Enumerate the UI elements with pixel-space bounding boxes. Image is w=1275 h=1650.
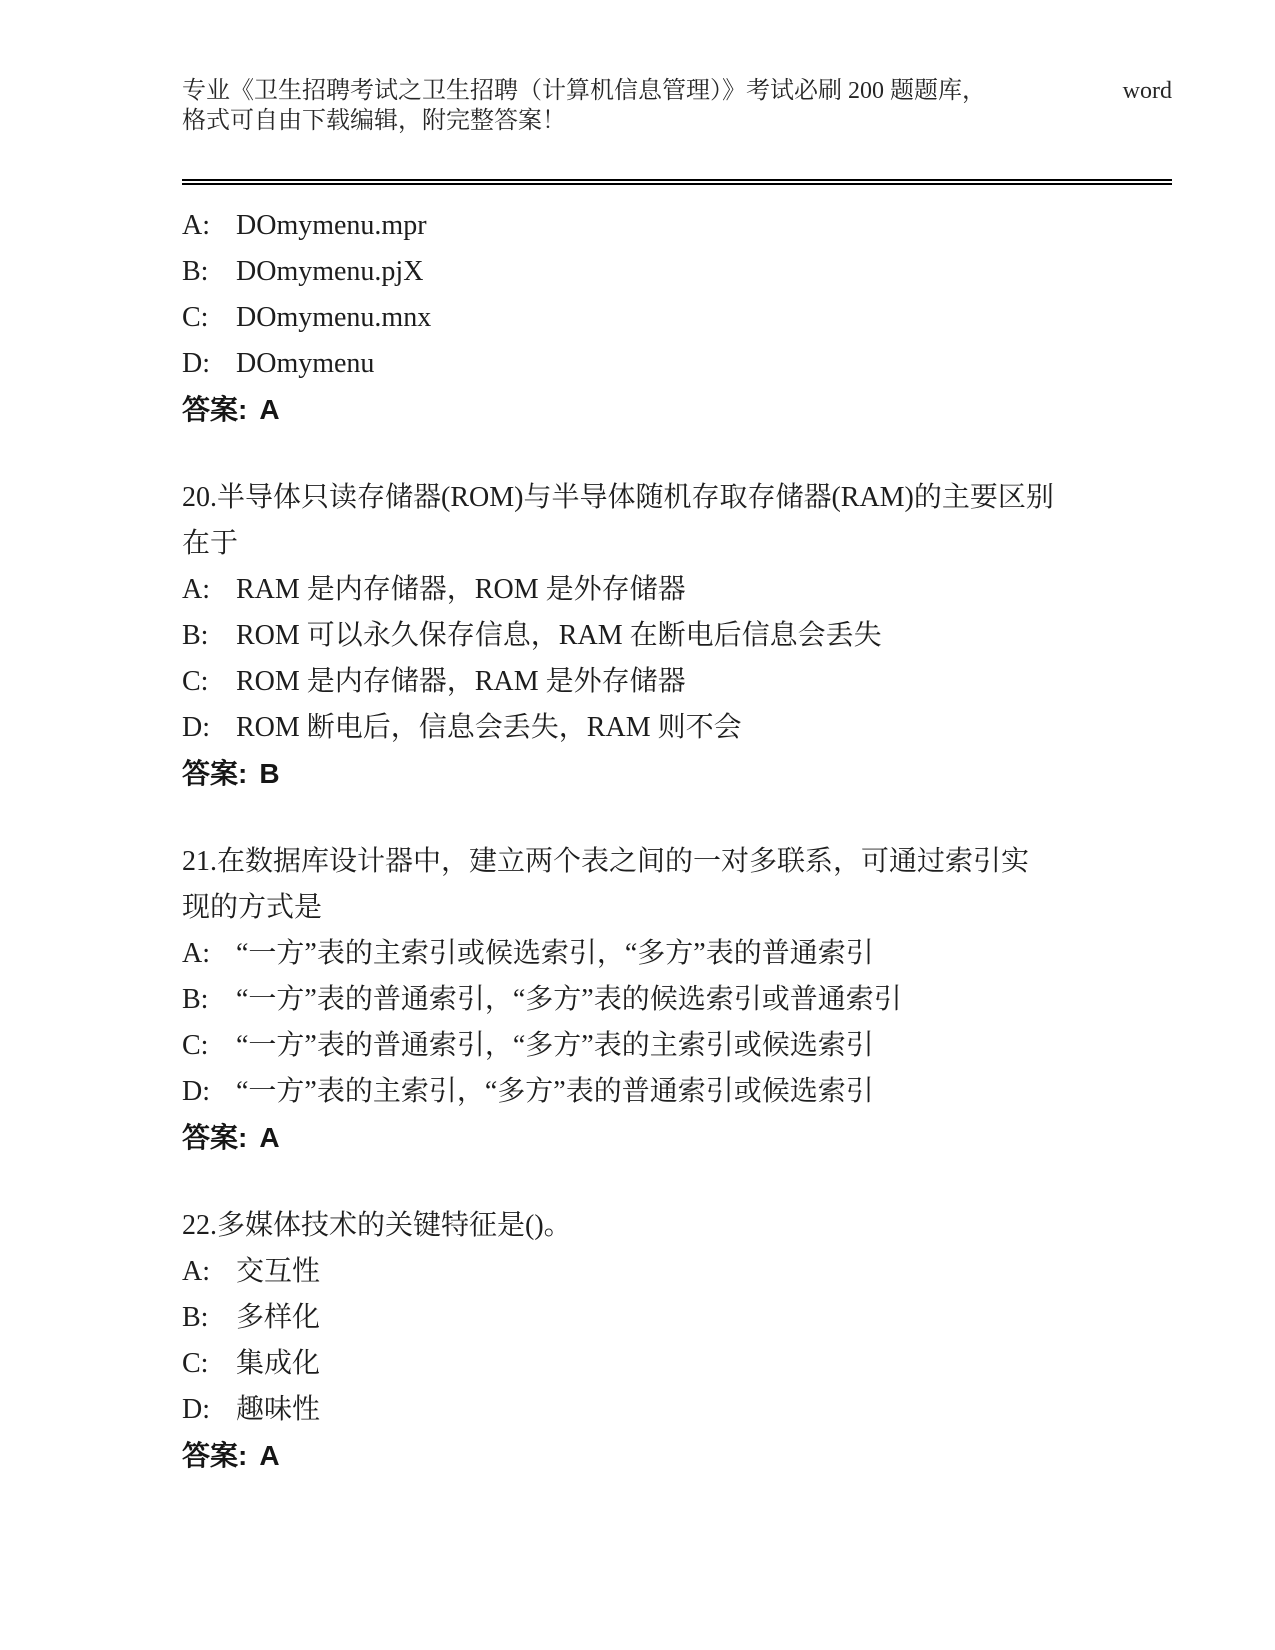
option-text: “一方”表的普通索引，“多方”表的主索引或候选索引 (236, 1030, 874, 1061)
header-title-line-2: 格式可自由下载编辑，附完整答案！ (182, 108, 566, 134)
option-line-b (182, 249, 1172, 295)
document-body (182, 203, 1172, 1479)
option-label: A: (182, 1256, 210, 1287)
option-line-c (182, 659, 1172, 705)
option-line-c (182, 1023, 1172, 1069)
page-content (182, 0, 1172, 1479)
option-text: “一方”表的主索引，“多方”表的普通索引或候选索引 (236, 1076, 874, 1107)
option-line-a (182, 203, 1172, 249)
option-label: C: (182, 302, 209, 333)
option-line-c (182, 1341, 1172, 1387)
option-text: DOmymenu (236, 348, 375, 379)
option-line-b (182, 1295, 1172, 1341)
option-label: A: (182, 938, 210, 969)
option-text: 交互性 (236, 1256, 321, 1287)
answer-label: 答案: (182, 1122, 248, 1153)
question-block-21 (182, 839, 1172, 1161)
option-label: C: (182, 666, 209, 697)
question-block-20 (182, 475, 1172, 797)
option-line-a (182, 567, 1172, 613)
option-label: C: (182, 1348, 209, 1379)
question-stem-line: 20.半导体只读存储器(ROM)与半导体随机存取存储器(RAM)的主要区别 (182, 482, 1054, 513)
option-text: ROM 是内存储器，RAM 是外存储器 (236, 666, 686, 697)
option-line-b (182, 977, 1172, 1023)
option-text: ROM 可以永久保存信息，RAM 在断电后信息会丢失 (236, 620, 882, 651)
question-stem-line: 现的方式是 (182, 892, 323, 923)
answer-value: B (259, 758, 280, 789)
option-text: RAM 是内存储器，ROM 是外存储器 (236, 574, 686, 605)
option-line-a (182, 1249, 1172, 1295)
option-text: “一方”表的普通索引，“多方”表的候选索引或普通索引 (236, 984, 902, 1015)
option-label: A: (182, 574, 210, 605)
answer-line (182, 1433, 1172, 1479)
question-block-22 (182, 1203, 1172, 1479)
option-text: DOmymenu.pjX (236, 256, 424, 287)
question-block-partial (182, 203, 1172, 433)
option-label: B: (182, 620, 209, 651)
question-stem-line: 在于 (182, 528, 239, 559)
option-text: 趣味性 (236, 1394, 321, 1425)
option-line-b (182, 613, 1172, 659)
option-label: D: (182, 1076, 210, 1107)
answer-line (182, 751, 1172, 797)
option-text: ROM 断电后，信息会丢失，RAM 则不会 (236, 712, 742, 743)
option-text: DOmymenu.mpr (236, 210, 427, 241)
answer-line (182, 387, 1172, 433)
option-label: B: (182, 256, 209, 287)
option-label: B: (182, 984, 209, 1015)
option-line-d (182, 1069, 1172, 1115)
document-header (182, 0, 1172, 136)
option-text: 集成化 (236, 1348, 321, 1379)
option-line-a (182, 931, 1172, 977)
answer-label: 答案: (182, 394, 248, 425)
option-label: C: (182, 1030, 209, 1061)
header-title-line-1 (182, 76, 1172, 106)
option-text: DOmymenu.mnx (236, 302, 432, 333)
option-text: 多样化 (236, 1302, 321, 1333)
option-text: “一方”表的主索引或候选索引，“多方”表的普通索引 (236, 938, 874, 969)
header-title-line-1-tail: word (1122, 78, 1172, 104)
header-title-line-1-main: 专业《卫生招聘考试之卫生招聘（计算机信息管理）》考试必刷 200 题题库， (182, 78, 986, 104)
question-stem-line: 22.多媒体技术的关键特征是()。 (182, 1210, 572, 1241)
header-divider-rule (182, 179, 1172, 185)
option-label: B: (182, 1302, 209, 1333)
answer-value: A (259, 1122, 280, 1153)
option-label: D: (182, 712, 210, 743)
answer-label: 答案: (182, 758, 248, 789)
answer-value: A (259, 1440, 280, 1471)
answer-label: 答案: (182, 1440, 248, 1471)
option-label: D: (182, 348, 210, 379)
option-line-d (182, 341, 1172, 387)
answer-value: A (259, 394, 280, 425)
option-label: D: (182, 1394, 210, 1425)
question-stem-line: 21.在数据库设计器中，建立两个表之间的一对多联系，可通过索引实 (182, 846, 1030, 877)
answer-line (182, 1115, 1172, 1161)
option-line-d (182, 705, 1172, 751)
option-line-c (182, 295, 1172, 341)
option-label: A: (182, 210, 210, 241)
option-line-d (182, 1387, 1172, 1433)
